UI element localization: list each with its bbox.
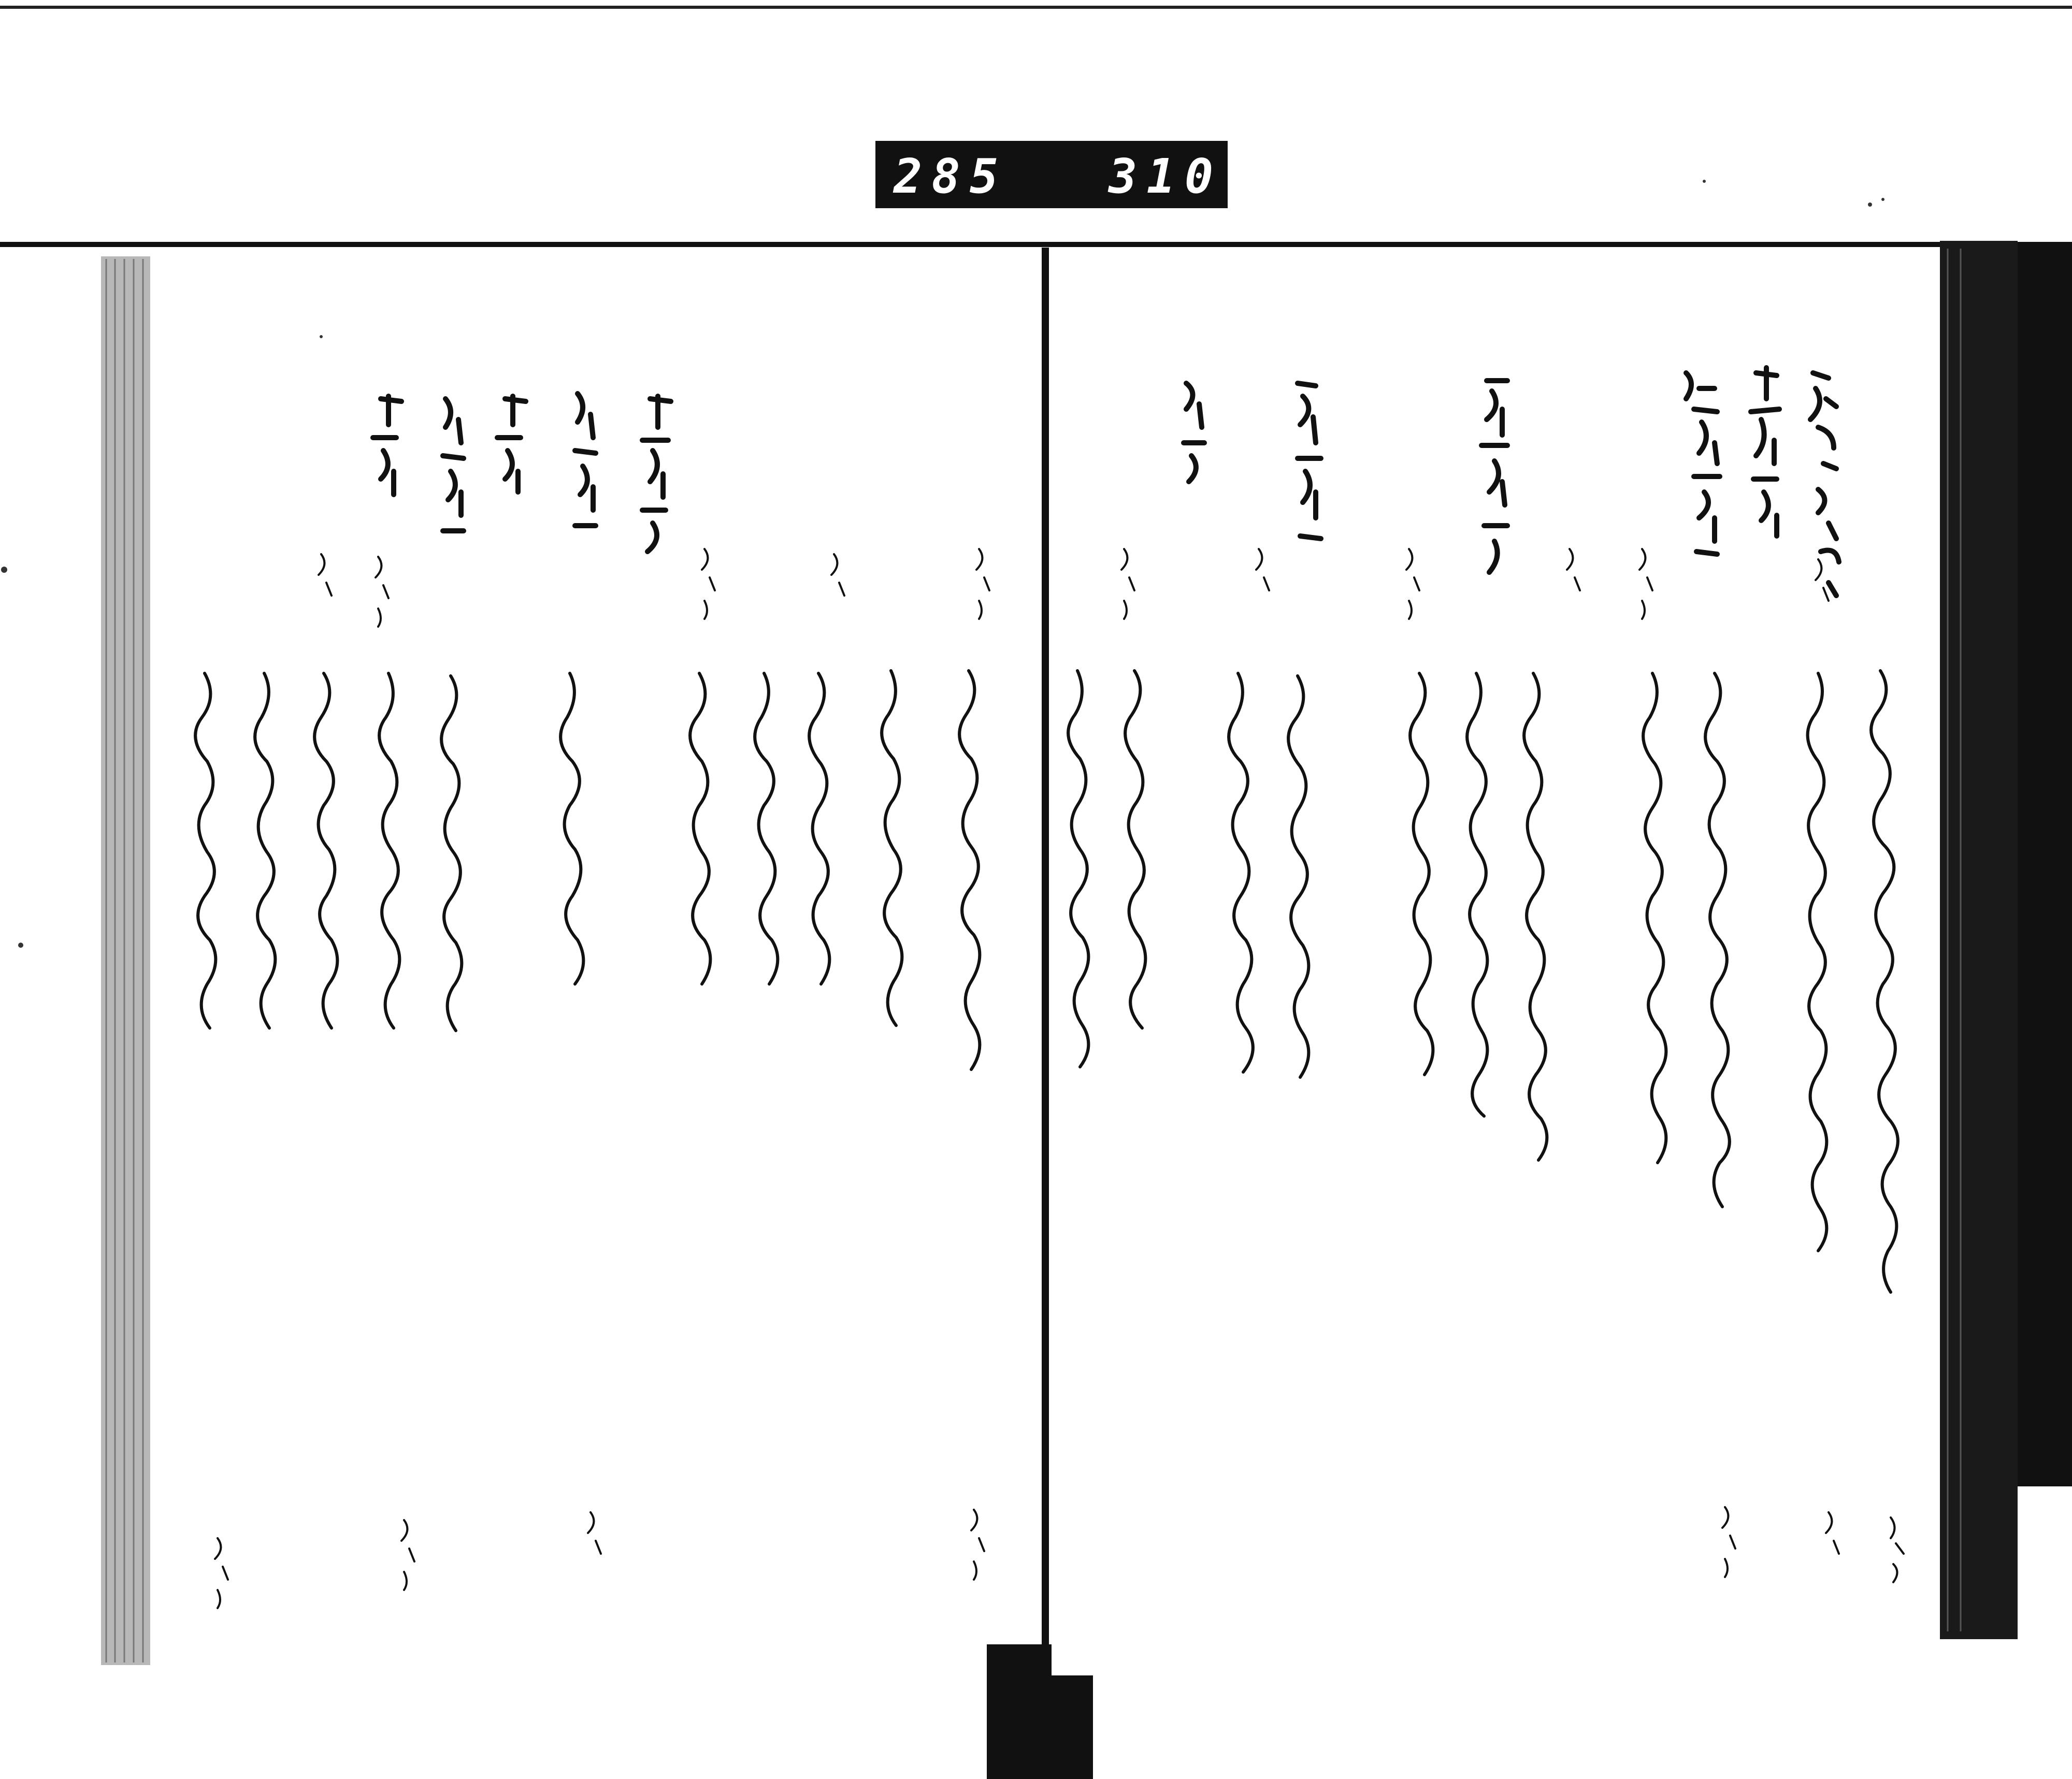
frame-number-left: 285 xyxy=(894,149,1008,204)
right-page-edges xyxy=(1940,241,2018,1639)
frame-number-right: 310. xyxy=(1109,149,1261,204)
frame-counter xyxy=(875,141,1261,208)
right-page xyxy=(1052,241,2072,1675)
right-film-margin xyxy=(2018,243,2072,1486)
